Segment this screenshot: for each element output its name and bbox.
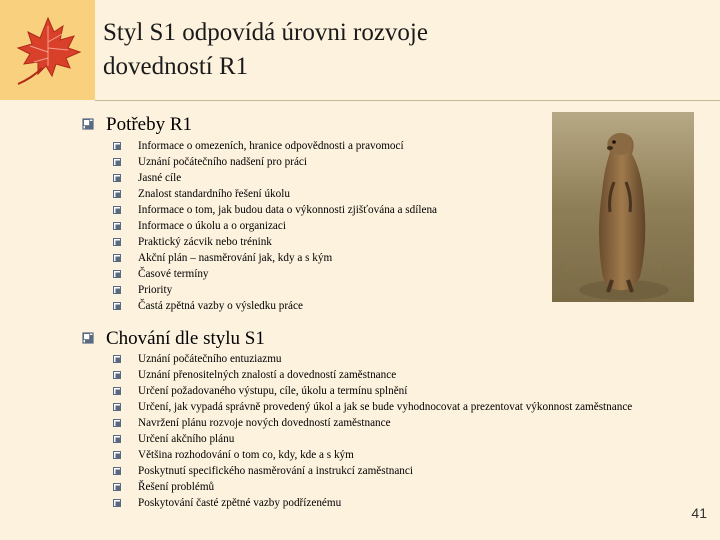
slide-title: Styl S1 odpovídá úrovni rozvoje dovedností R1 [103,19,428,80]
square-bullet-icon [113,499,121,507]
square-bullet-icon [82,332,94,344]
square-bullet-icon [113,467,121,475]
list-item [113,138,437,154]
square-bullet-icon [113,286,121,294]
list-item-text: Určení, jak vypadá správně provedený úkol a jak se bude vyhodnocovat a prezentovat výkonnost zaměstnance [138,401,633,413]
square-bullet-icon [113,355,121,363]
square-bullet-icon [113,435,121,443]
square-bullet-icon [113,451,121,459]
list-item [113,399,668,415]
square-bullet-icon [113,190,121,198]
list-item-text: Určení požadovaného výstupu, cíle, úkolu a termínu splnění [138,385,408,397]
list-item [113,431,668,447]
list-item [113,383,668,399]
list-item [113,170,437,186]
square-bullet-icon [113,483,121,491]
title-divider [95,100,720,101]
section-heading-label: Potřeby R1 [106,114,193,135]
square-bullet-icon [113,371,121,379]
square-bullet-icon [113,142,121,150]
section-list-chovani [113,351,668,511]
list-item-text: Priority [138,284,173,296]
square-bullet-icon [113,222,121,230]
list-item [113,218,437,234]
square-bullet-icon [82,118,94,130]
list-item [113,266,437,282]
list-item [113,367,668,383]
marmot-photo [552,112,694,302]
list-item [113,250,437,266]
list-item-text: Jasné cíle [138,172,182,184]
list-item [113,479,668,495]
maple-leaf-icon [8,12,86,92]
square-bullet-icon [113,206,121,214]
list-item-text: Informace o tom, jak budou data o výkonnosti zjišťována a sdílena [138,204,437,216]
list-item-text: Poskytnutí specifického nasměrování a instrukcí zaměstnanci [138,465,413,477]
list-item [113,415,668,431]
list-item-text: Praktický zácvik nebo trénink [138,236,272,248]
list-item-text: Navržení plánu rozvoje nových dovedností zaměstnance [138,417,391,429]
square-bullet-icon [113,158,121,166]
square-bullet-icon [113,254,121,262]
list-item-text: Řešení problémů [138,481,215,493]
list-item-text: Určení akčního plánu [138,433,235,445]
square-bullet-icon [113,403,121,411]
list-item-text: Častá zpětná vazby o výsledku práce [138,300,303,312]
list-item [113,234,437,250]
list-item-text: Informace o úkolu a o organizaci [138,220,286,232]
square-bullet-icon [113,238,121,246]
list-item [113,351,668,367]
list-item [113,447,668,463]
section-list-potreby [113,138,437,314]
square-bullet-icon [113,387,121,395]
section-heading-label: Chování dle stylu S1 [106,328,265,349]
list-item [113,154,437,170]
leaf-logo-box [0,0,95,100]
list-item-text: Uznání přenositelných znalostí a dovedností zaměstnance [138,369,397,381]
square-bullet-icon [113,174,121,182]
square-bullet-icon [113,419,121,427]
list-item-text: Časové termíny [138,268,209,280]
list-item-text: Uznání počátečního entuziazmu [138,353,282,365]
list-item [113,186,437,202]
list-item-text: Informace o omezeních, hranice odpovědnosti a pravomocí [138,140,404,152]
list-item-text: Většina rozhodování o tom co, kdy, kde a s kým [138,449,354,461]
list-item-text: Znalost standardního řešení úkolu [138,188,290,200]
square-bullet-icon [113,270,121,278]
list-item [113,202,437,218]
list-item [113,282,437,298]
page-number: 41 [691,505,707,521]
list-item [113,463,668,479]
list-item-text: Uznání počátečního nadšení pro práci [138,156,307,168]
square-bullet-icon [113,302,121,310]
list-item-text: Akční plán – nasměrování jak, kdy a s kým [138,252,333,264]
list-item-text: Poskytování časté zpětné vazby podřízenému [138,497,342,509]
list-item [113,495,668,511]
list-item [113,298,437,314]
